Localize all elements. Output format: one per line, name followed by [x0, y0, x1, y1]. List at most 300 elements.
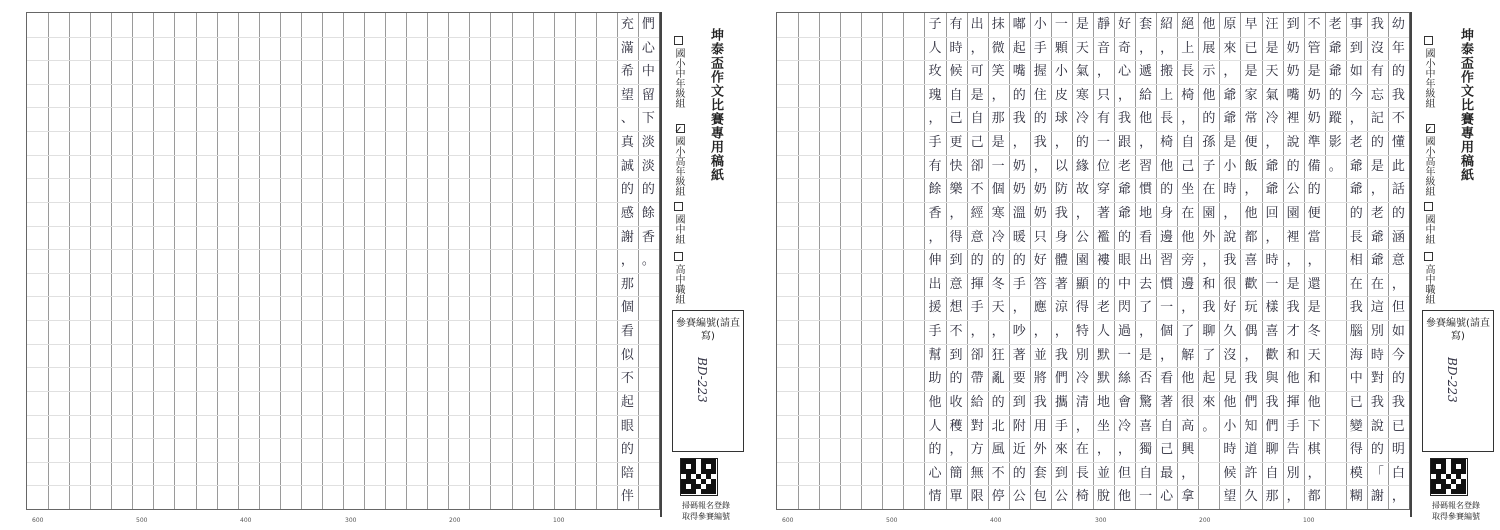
- manuscript-character: 著: [1096, 205, 1110, 221]
- form-title: 坤泰盃作文比賽專用稿紙: [1458, 28, 1473, 182]
- form-sidebar-left: [660, 12, 750, 521]
- manuscript-character: 收: [949, 394, 963, 410]
- manuscript-character: 子: [928, 17, 942, 32]
- manuscript-character: 只: [1033, 229, 1047, 245]
- checked-checkbox-icon[interactable]: ✓: [673, 125, 684, 136]
- grid-column-line: [490, 13, 491, 509]
- manuscript-character: 奇: [1118, 40, 1132, 56]
- manuscript-character: 爺: [1328, 64, 1342, 80]
- manuscript-character: ，: [1160, 40, 1174, 56]
- manuscript-character: 下: [641, 111, 655, 127]
- manuscript-character: ，: [1391, 489, 1405, 505]
- manuscript-character: 希: [620, 64, 634, 80]
- manuscript-character: 默: [1096, 371, 1110, 387]
- manuscript-character: 習: [1139, 158, 1153, 174]
- manuscript-character: 獨: [1139, 442, 1153, 458]
- manuscript-character: 心: [928, 465, 942, 481]
- grid-column-line: [903, 13, 904, 509]
- manuscript-character: 我: [1054, 205, 1068, 221]
- manuscript-character: 天: [991, 300, 1005, 316]
- manuscript-character: 糊: [1349, 489, 1363, 505]
- manuscript-character: 起: [1202, 371, 1216, 387]
- manuscript-character: 給: [1139, 87, 1153, 103]
- manuscript-character: 一: [1160, 300, 1174, 316]
- manuscript-character: 的: [991, 394, 1005, 410]
- manuscript-character: 許: [1244, 465, 1258, 481]
- group-option-mid[interactable]: [1422, 36, 1434, 108]
- manuscript-character: 慣: [1160, 276, 1174, 292]
- manuscript-character: 公: [1054, 489, 1068, 505]
- manuscript-character: 誠: [620, 158, 634, 174]
- manuscript-character: ，: [1181, 111, 1195, 127]
- manuscript-character: 揮: [970, 276, 984, 292]
- manuscript-character: 無: [970, 465, 984, 481]
- manuscript-character: 手: [928, 324, 942, 340]
- group-label: 國小中年級組: [673, 48, 684, 108]
- manuscript-character: 了: [1139, 300, 1153, 316]
- manuscript-character: 天: [1265, 64, 1279, 80]
- manuscript-character: 和: [1202, 276, 1216, 292]
- ruler-mark: 500: [886, 517, 898, 524]
- manuscript-character: 有: [1096, 111, 1110, 127]
- manuscript-character: 過: [1118, 324, 1132, 340]
- manuscript-character: 去: [1139, 276, 1153, 292]
- manuscript-character: 上: [1181, 40, 1195, 56]
- manuscript-character: 音: [1096, 40, 1110, 56]
- checkbox-icon[interactable]: [674, 202, 683, 211]
- manuscript-character: 事: [1349, 17, 1363, 32]
- grid-column-line: [111, 13, 112, 509]
- manuscript-character: 著: [1160, 394, 1174, 410]
- manuscript-character: ，: [1139, 324, 1153, 340]
- manuscript-character: 上: [1160, 87, 1174, 103]
- manuscript-character: 下: [1307, 418, 1321, 434]
- manuscript-character: 冷: [1118, 418, 1132, 434]
- manuscript-character: ，: [1033, 158, 1047, 174]
- manuscript-character: 並: [1033, 347, 1047, 363]
- manuscript-character: 寒: [991, 205, 1005, 221]
- manuscript-character: 著: [1054, 276, 1068, 292]
- manuscript-character: 風: [991, 442, 1005, 458]
- manuscript-character: 我: [1265, 394, 1279, 410]
- manuscript-character: 餘: [641, 205, 655, 221]
- manuscript-character: 是: [1370, 158, 1384, 174]
- manuscript-character: 爺: [1370, 229, 1384, 245]
- manuscript-character: 紹: [1160, 17, 1174, 32]
- group-option-high-elementary[interactable]: [1422, 124, 1435, 196]
- manuscript-character: 淡: [641, 158, 655, 174]
- manuscript-character: 爺: [1265, 182, 1279, 198]
- manuscript-character: 看: [1160, 371, 1174, 387]
- manuscript-character: 意: [1391, 253, 1405, 269]
- manuscript-character: ，: [620, 253, 634, 269]
- manuscript-character: 答: [1033, 276, 1047, 292]
- manuscript-character: 見: [1223, 371, 1237, 387]
- manuscript-character: 時: [1265, 253, 1279, 269]
- manuscript-character: 老: [1118, 158, 1132, 174]
- grid-row-line: [27, 155, 659, 156]
- manuscript-character: 我: [1370, 17, 1384, 32]
- essay-sheet-right: [750, 0, 1500, 530]
- group-option-senior[interactable]: [1422, 252, 1434, 304]
- manuscript-character: 笑: [991, 64, 1005, 80]
- grid-row-line: [27, 226, 659, 227]
- manuscript-character: 別: [1075, 347, 1089, 363]
- manuscript-character: 球: [1054, 111, 1068, 127]
- manuscript-character: 奶: [1033, 205, 1047, 221]
- manuscript-character: 香: [641, 229, 655, 245]
- checked-checkbox-icon[interactable]: ✓: [1423, 125, 1434, 136]
- manuscript-character: 對: [1370, 371, 1384, 387]
- manuscript-character: 不: [1391, 111, 1405, 127]
- manuscript-character: 氣: [1265, 87, 1279, 103]
- manuscript-character: 出: [928, 276, 942, 292]
- manuscript-character: 身: [1160, 205, 1174, 221]
- grid-column-line: [196, 13, 197, 509]
- manuscript-character: 微: [991, 40, 1005, 56]
- manuscript-character: 不: [1307, 17, 1321, 32]
- manuscript-character: 的: [1349, 205, 1363, 221]
- manuscript-character: 旁: [1181, 253, 1195, 269]
- manuscript-character: 公: [1286, 182, 1300, 198]
- manuscript-character: 一: [1096, 135, 1110, 151]
- manuscript-character: 淡: [641, 135, 655, 151]
- manuscript-character: 樂: [949, 182, 963, 198]
- ruler-mark: 200: [449, 517, 461, 524]
- manuscript-character: 個: [620, 300, 634, 316]
- grid-column-line: [259, 13, 260, 509]
- manuscript-character: 得: [1349, 442, 1363, 458]
- manuscript-character: 似: [620, 347, 634, 363]
- checkbox-icon[interactable]: [1424, 36, 1433, 45]
- grid-column-line: [174, 13, 175, 509]
- qr-caption-line: 掃碼報名登錄: [1432, 501, 1480, 510]
- manuscript-character: 冬: [1307, 324, 1321, 340]
- manuscript-character: 。: [641, 253, 655, 269]
- manuscript-character: ，: [1244, 182, 1258, 198]
- manuscript-character: 老: [1096, 300, 1110, 316]
- manuscript-character: 特: [1075, 324, 1089, 340]
- manuscript-character: 到: [949, 253, 963, 269]
- manuscript-character: 閃: [1118, 300, 1132, 316]
- entry-number-value: BD-223: [695, 357, 709, 403]
- manuscript-character: 冷: [991, 229, 1005, 245]
- manuscript-character: ，: [1223, 64, 1237, 80]
- manuscript-character: 喜: [1139, 418, 1153, 434]
- manuscript-character: 爺: [1265, 158, 1279, 174]
- grid-column-line: [882, 13, 883, 509]
- manuscript-character: 我: [1391, 87, 1405, 103]
- manuscript-character: 、: [620, 111, 634, 127]
- manuscript-character: ，: [1054, 135, 1068, 151]
- manuscript-character: ，: [991, 324, 1005, 340]
- checkbox-icon[interactable]: [1424, 252, 1433, 261]
- grid-column-line: [322, 13, 323, 509]
- manuscript-character: 眼: [1118, 253, 1132, 269]
- manuscript-character: 自: [1139, 465, 1153, 481]
- qr-module: [1441, 489, 1446, 494]
- manuscript-character: 他: [1118, 489, 1132, 505]
- manuscript-character: 們: [1265, 418, 1279, 434]
- manuscript-character: ，: [1391, 276, 1405, 292]
- manuscript-character: 慣: [1139, 182, 1153, 198]
- manuscript-character: 單: [949, 489, 963, 505]
- manuscript-character: 用: [1033, 418, 1047, 434]
- manuscript-character: 不: [970, 182, 984, 198]
- manuscript-character: 年: [1391, 40, 1405, 56]
- manuscript-character: 溫: [1012, 205, 1026, 221]
- manuscript-character: 爺: [1349, 158, 1363, 174]
- grid-row-line: [27, 249, 659, 250]
- group-option-mid[interactable]: [672, 36, 684, 108]
- manuscript-character: 的: [949, 371, 963, 387]
- manuscript-character: 和: [1307, 371, 1321, 387]
- manuscript-character: 候: [1223, 465, 1237, 481]
- manuscript-character: 默: [1096, 347, 1110, 363]
- manuscript-character: 才: [1286, 324, 1300, 340]
- manuscript-character: ，: [1096, 64, 1110, 80]
- manuscript-character: 爺: [1118, 182, 1132, 198]
- manuscript-character: 人: [928, 418, 942, 434]
- manuscript-character: 坐: [1181, 182, 1195, 198]
- grid-column-line: [69, 13, 70, 509]
- manuscript-character: 看: [620, 324, 634, 340]
- manuscript-character: 簡: [949, 465, 963, 481]
- manuscript-character: 有: [1370, 64, 1384, 80]
- manuscript-character: 奶: [1012, 182, 1026, 198]
- manuscript-character: 中: [1118, 276, 1132, 292]
- manuscript-character: 位: [1096, 158, 1110, 174]
- manuscript-character: 感: [620, 205, 634, 221]
- group-option-junior[interactable]: [672, 202, 684, 244]
- manuscript-character: 人: [1096, 324, 1110, 340]
- manuscript-character: 自: [1265, 465, 1279, 481]
- grid-column-line: [798, 13, 799, 509]
- manuscript-character: 助: [928, 371, 942, 387]
- entry-number-box[interactable]: [1422, 310, 1494, 452]
- grid-row-line: [27, 60, 659, 61]
- manuscript-character: 喜: [1265, 324, 1279, 340]
- group-label: 高中職組: [673, 264, 684, 304]
- form-sidebar-right: [1410, 12, 1500, 521]
- manuscript-character: 奶: [1033, 182, 1047, 198]
- manuscript-character: 得: [949, 229, 963, 245]
- manuscript-character: 是: [1265, 40, 1279, 56]
- manuscript-character: ，: [1075, 418, 1089, 434]
- manuscript-character: 很: [1223, 276, 1237, 292]
- manuscript-character: 對: [970, 418, 984, 434]
- manuscript-character: 是: [1075, 17, 1089, 32]
- manuscript-character: 爺: [1223, 87, 1237, 103]
- manuscript-character: 懂: [1391, 135, 1405, 151]
- manuscript-character: 在: [1181, 205, 1195, 221]
- manuscript-character: 是: [970, 87, 984, 103]
- manuscript-character: 暖: [1012, 229, 1026, 245]
- group-option-senior[interactable]: [672, 252, 684, 304]
- manuscript-character: ，: [1118, 442, 1132, 458]
- manuscript-character: 老: [1328, 17, 1342, 32]
- manuscript-character: ，: [1012, 135, 1026, 151]
- manuscript-character: 伸: [928, 253, 942, 269]
- manuscript-character: 明: [1391, 442, 1405, 458]
- manuscript-character: 自: [1160, 418, 1174, 434]
- manuscript-character: 到: [1349, 40, 1363, 56]
- manuscript-character: 地: [1096, 394, 1110, 410]
- grid-column-line: [469, 13, 470, 509]
- manuscript-character: 拿: [1181, 489, 1195, 505]
- grid-row-line: [27, 344, 659, 345]
- manuscript-character: 手: [1054, 418, 1068, 434]
- group-option-high-elementary[interactable]: [672, 124, 685, 196]
- manuscript-character: 已: [1244, 40, 1258, 56]
- grid-column-line: [343, 13, 344, 509]
- manuscript-character: 白: [1391, 465, 1405, 481]
- manuscript-character: 否: [1139, 371, 1153, 387]
- grid-column-line: [217, 13, 218, 509]
- manuscript-character: 的: [641, 182, 655, 198]
- manuscript-character: 到: [949, 347, 963, 363]
- manuscript-character: 的: [620, 182, 634, 198]
- manuscript-character: 到: [1012, 394, 1026, 410]
- manuscript-character: 意: [949, 276, 963, 292]
- entry-number-value: BD-223: [1445, 357, 1459, 403]
- manuscript-character: 好: [1033, 253, 1047, 269]
- manuscript-character: 的: [1012, 87, 1026, 103]
- manuscript-character: ，: [1054, 324, 1068, 340]
- manuscript-character: 奶: [1307, 111, 1321, 127]
- manuscript-character: 滿: [620, 40, 634, 56]
- manuscript-character: 沒: [1223, 347, 1237, 363]
- manuscript-character: 子: [1202, 158, 1216, 174]
- manuscript-character: 老: [1370, 205, 1384, 221]
- manuscript-character: 公: [1012, 489, 1026, 505]
- manuscript-character: 的: [1096, 276, 1110, 292]
- grid-column-line: [153, 13, 154, 509]
- manuscript-character: 告: [1286, 442, 1300, 458]
- manuscript-character: 援: [928, 300, 942, 316]
- grid-column-line: [575, 13, 576, 509]
- manuscript-character: 家: [1244, 87, 1258, 103]
- manuscript-character: ，: [991, 87, 1005, 103]
- grid-column-line: [406, 13, 407, 509]
- manuscript-character: 個: [991, 182, 1005, 198]
- manuscript-character: 一: [1054, 17, 1068, 32]
- grid-row-line: [27, 131, 659, 132]
- manuscript-character: 興: [1181, 442, 1195, 458]
- qr-code-icon: [1430, 458, 1468, 496]
- manuscript-character: 天: [1075, 40, 1089, 56]
- manuscript-character: 自: [949, 87, 963, 103]
- manuscript-character: 是: [1244, 64, 1258, 80]
- checkbox-icon[interactable]: [674, 36, 683, 45]
- manuscript-character: 一: [1139, 489, 1153, 505]
- entry-number-label: 參賽編號(請直寫): [676, 318, 740, 342]
- manuscript-character: ，: [970, 324, 984, 340]
- manuscript-character: ，: [1265, 135, 1279, 151]
- checkbox-icon[interactable]: [1424, 202, 1433, 211]
- manuscript-character: 裡: [1286, 111, 1300, 127]
- grid-row-line: [27, 462, 659, 463]
- manuscript-character: 歡: [1265, 347, 1279, 363]
- grid-row-line: [27, 273, 659, 274]
- ruler-mark: 600: [782, 517, 794, 524]
- grid-column-line: [90, 13, 91, 509]
- manuscript-character: 爺: [1118, 205, 1132, 221]
- group-option-junior[interactable]: [1422, 202, 1434, 244]
- manuscript-character: 小: [1033, 17, 1047, 32]
- manuscript-character: 準: [1307, 135, 1321, 151]
- manuscript-character: 將: [1033, 371, 1047, 387]
- manuscript-character: 一: [1265, 276, 1279, 292]
- grid-row-line: [27, 202, 659, 203]
- manuscript-character: 公: [1075, 229, 1089, 245]
- grid-row-line: [27, 84, 659, 85]
- grid-column-line: [48, 13, 49, 509]
- manuscript-character: 自: [970, 111, 984, 127]
- manuscript-character: 搬: [1160, 64, 1174, 80]
- checkbox-icon[interactable]: [674, 252, 683, 261]
- manuscript-character: 們: [641, 17, 655, 32]
- manuscript-character: 心: [1160, 489, 1174, 505]
- manuscript-character: 的: [620, 442, 634, 458]
- manuscript-character: 他: [1202, 87, 1216, 103]
- manuscript-character: 近: [1012, 442, 1026, 458]
- manuscript-character: 孫: [1202, 135, 1216, 151]
- manuscript-character: 奶: [1307, 87, 1321, 103]
- group-label: 國中組: [1423, 214, 1434, 244]
- manuscript-character: 忘: [1370, 87, 1384, 103]
- manuscript-character: 應: [1033, 300, 1047, 316]
- manuscript-character: 皮: [1054, 87, 1068, 103]
- manuscript-character: 好: [1118, 17, 1132, 32]
- manuscript-character: 人: [928, 40, 942, 56]
- manuscript-character: 來: [1054, 442, 1068, 458]
- manuscript-character: 包: [1033, 489, 1047, 505]
- manuscript-character: ，: [1096, 442, 1110, 458]
- manuscript-character: 他: [1181, 229, 1195, 245]
- manuscript-character: 更: [949, 135, 963, 151]
- manuscript-character: 當: [1307, 229, 1321, 245]
- manuscript-character: 他: [1244, 205, 1258, 221]
- manuscript-character: ，: [928, 111, 942, 127]
- entry-number-box[interactable]: [672, 310, 744, 452]
- manuscript-character: 的: [1286, 158, 1300, 174]
- manuscript-character: ，: [1370, 182, 1384, 198]
- manuscript-character: 坐: [1096, 418, 1110, 434]
- manuscript-character: 已: [1349, 394, 1363, 410]
- manuscript-character: 是: [991, 135, 1005, 151]
- manuscript-character: 說: [1370, 418, 1384, 434]
- manuscript-character: 了: [1202, 347, 1216, 363]
- manuscript-character: 他: [1139, 111, 1153, 127]
- grid-column-line: [554, 13, 555, 509]
- manuscript-character: 如: [1391, 324, 1405, 340]
- manuscript-character: 他: [1307, 394, 1321, 410]
- manuscript-character: 記: [1370, 111, 1384, 127]
- manuscript-character: 留: [641, 87, 655, 103]
- manuscript-character: 絕: [1181, 17, 1195, 32]
- manuscript-character: ，: [1139, 135, 1153, 151]
- manuscript-character: 脫: [1096, 489, 1110, 505]
- manuscript-character: 長: [1075, 465, 1089, 481]
- manuscript-character: 望: [620, 87, 634, 103]
- manuscript-character: 附: [1012, 418, 1026, 434]
- manuscript-character: 我: [1202, 300, 1216, 316]
- manuscript-character: 氣: [1075, 64, 1089, 80]
- manuscript-character: 今: [1349, 87, 1363, 103]
- manuscript-character: 的: [1370, 135, 1384, 151]
- manuscript-character: 中: [641, 64, 655, 80]
